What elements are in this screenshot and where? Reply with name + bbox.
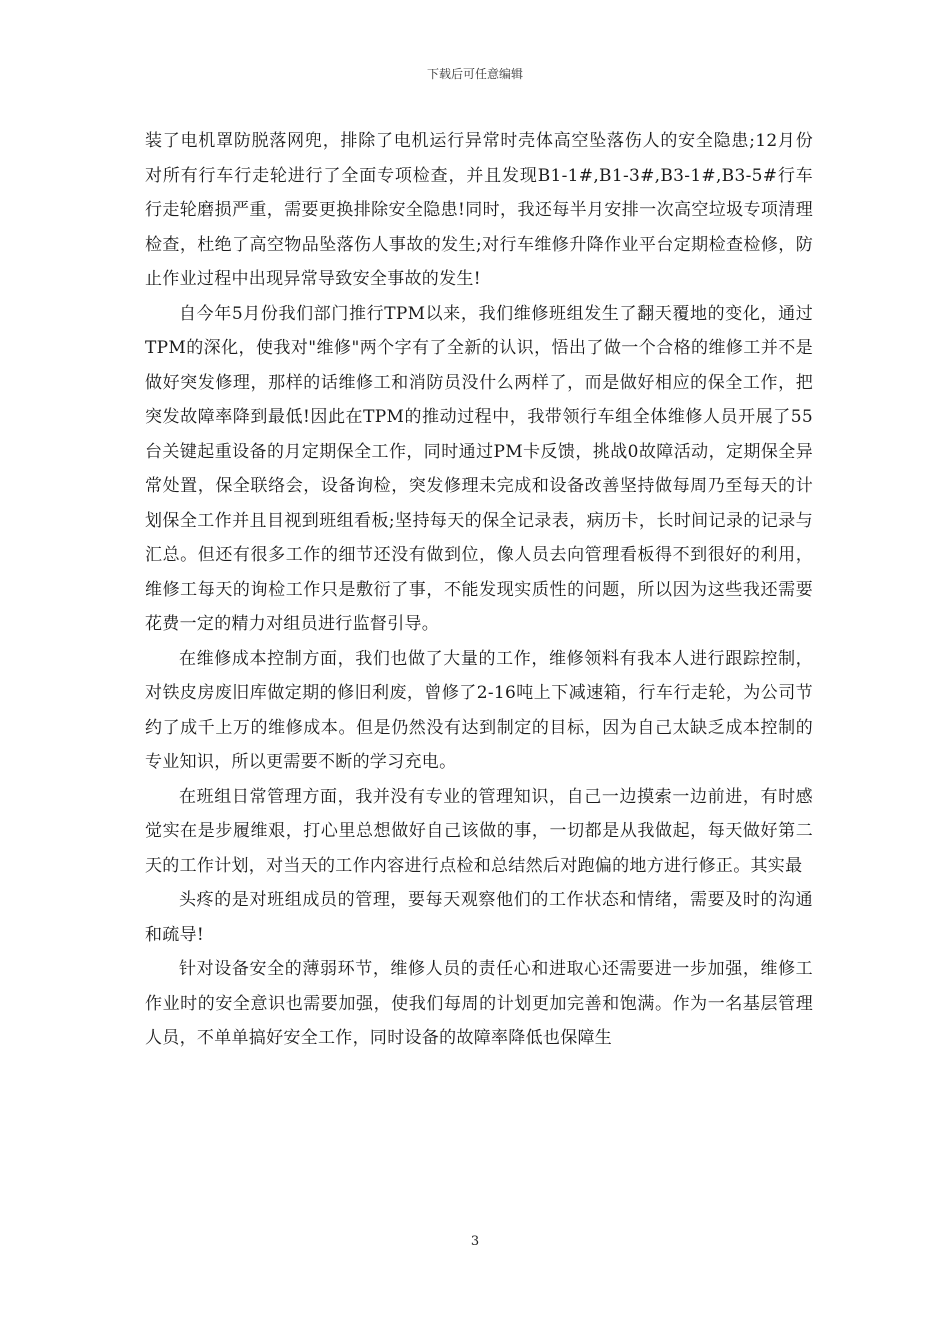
paragraph-6: 针对设备安全的薄弱环节，维修人员的责任心和进取心还需要进一步加强，维修工作业时的安全意识也需要加强，使我们每周的计划更加完善和饱满。作为一名基层管理人员，不单单搞好安全工作，同时设备的故障率降低也保障生	[145, 959, 813, 1048]
document-body	[145, 124, 813, 1056]
paragraph-4: 在班组日常管理方面，我并没有专业的管理知识，自己一边摸索一边前进，有时感觉实在是步履维艰，打心里总想做好自己该做的事，一切都是从我做起，每天做好第二天的工作计划，对当天的工作内容进行点检和总结然后对跑偏的地方进行修正。其实最	[145, 786, 813, 876]
paragraph-1: 装了电机罩防脱落网兜，排除了电机运行异常时壳体高空坠落伤人的安全隐患;12月份对所有行车行走轮进行了全面专项检查，并且发现B1-1#,B1-3#,B3-1#,B3-5#行车行走轮磨损严重，需要更换排除安全隐患!同时，我还每半月安排一次高空垃圾专项清理检查，杜绝了高空物品坠落伤人事故的发生;对行车维修升降作业平台定期检查检修，防止作业过程中出现异常导致安全事故的发生!	[145, 131, 813, 289]
page-header: 下载后可任意编辑	[426, 67, 523, 81]
paragraph-3: 在维修成本控制方面，我们也做了大量的工作，维修领料有我本人进行跟踪控制，对铁皮房废旧库做定期的修旧利废，曾修了2-16吨上下减速箱，行车行走轮，为公司节约了成千上万的维修成本。但是仍然没有达到制定的目标，因为自己太缺乏成本控制的专业知识，所以更需要不断的学习充电。	[145, 648, 813, 772]
paragraph-5: 头疼的是对班组成员的管理，要每天观察他们的工作状态和情绪，需要及时的沟通和疏导!	[145, 890, 813, 945]
paragraph-2: 自今年5月份我们部门推行TPM以来，我们维修班组发生了翻天覆地的变化，通过TPM的深化，使我对"维修"两个字有了全新的认识，悟出了做一个合格的维修工并不是做好突发修理，那样的话维修工和消防员没什么两样了，而是做好相应的保全工作，把突发故障率降到最低!因此在TPM的推动过程中，我带领行车组全体维修人员开展了55台关键起重设备的月定期保全工作，同时通过PM卡反馈，挑战0故障活动，定期保全异常处置，保全联络会，设备询检，突发修理未完成和设备改善坚持做每周乃至每天的计划保全工作并且目视到班组看板;坚持每天的保全记录表，病历卡，长时间记录的记录与汇总。但还有很多工作的细节还没有做到位，像人员去向管理看板得不到很好的利用，维修工每天的询检工作只是敷衍了事，不能发现实质性的问题，所以因为这些我还需要花费一定的精力对组员进行监督引导。	[145, 303, 813, 634]
page-number: 3	[470, 1234, 480, 1249]
